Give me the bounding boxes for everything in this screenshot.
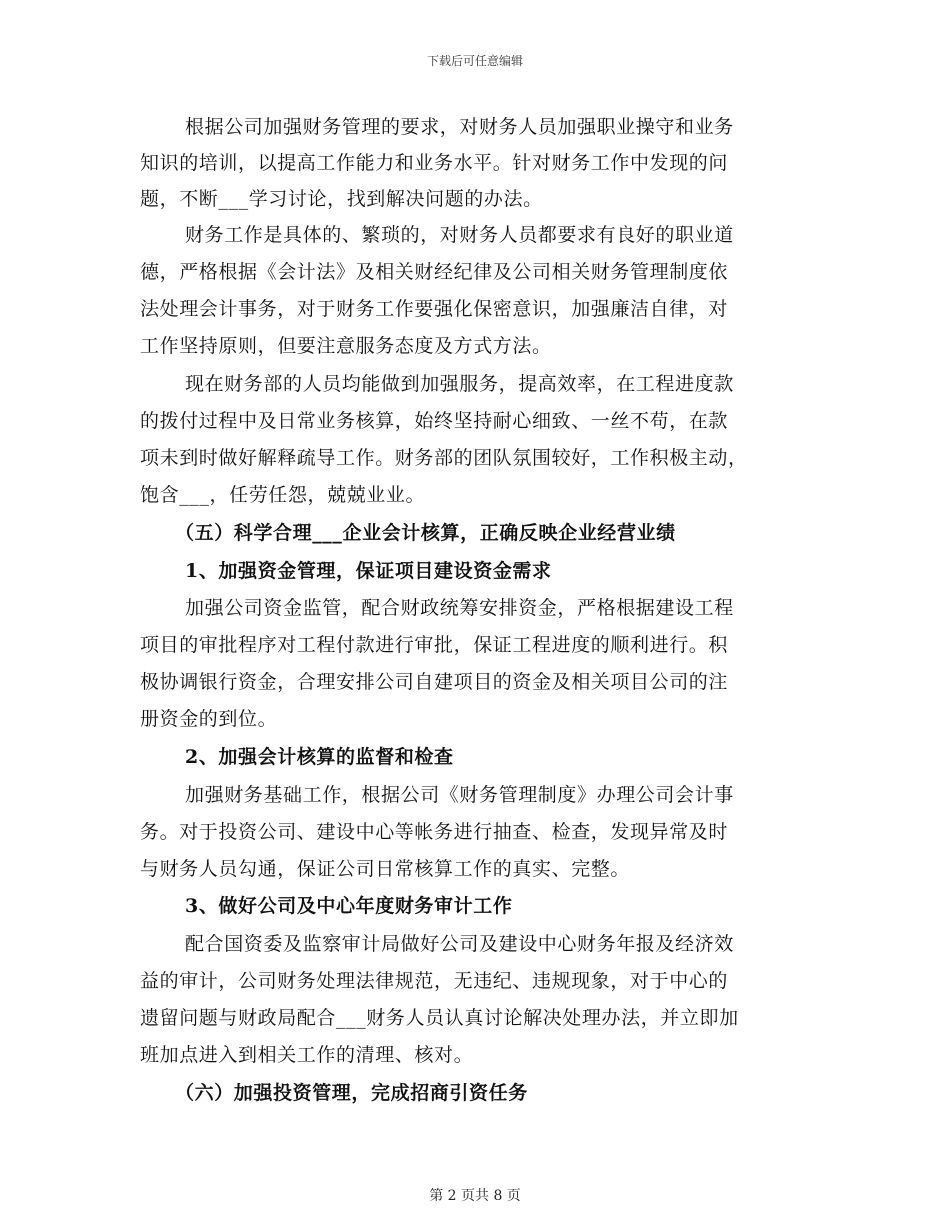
paragraph-line: 与财务人员勾通，保证公司日常核算工作的真实、完整。 xyxy=(140,858,631,880)
paragraph-line: 题，不断___学习讨论，找到解决问题的办法。 xyxy=(140,188,543,210)
paragraph-line: 知识的培训，以提高工作能力和业务水平。针对财务工作中发现的问 xyxy=(140,152,729,174)
paragraph-line: 班加点进入到相关工作的清理、核对。 xyxy=(140,1044,474,1066)
section-heading: （六）加强投资管理，完成招商引资任务 xyxy=(175,1082,528,1104)
paragraph-line: 极协调银行资金，合理安排公司自建项目的资金及相关项目公司的注 xyxy=(140,671,729,693)
subsection-heading: 1、加强资金管理，保证项目建设资金需求 xyxy=(185,560,552,582)
subsection-heading: 3、做好公司及中心年度财务审计工作 xyxy=(185,895,513,917)
paragraph-line: 工作坚持原则，但要注意服务态度及方式方法。 xyxy=(140,335,552,357)
paragraph-line: 项目的审批程序对工程付款进行审批，保证工程进度的顺利进行。积 xyxy=(140,634,729,656)
paragraph-line: 加强公司资金监管，配合财政统筹安排资金，严格根据建设工程 xyxy=(185,597,734,619)
paragraph-line: 益的审计，公司财务处理法律规范，无违纪、违规现象，对于中心的 xyxy=(140,970,729,992)
paragraph-line: 册资金的到位。 xyxy=(140,708,278,730)
paragraph-line: 务。对于投资公司、建设中心等帐务进行抽查、检查，发现异常及时 xyxy=(140,821,729,843)
paragraph-line: 项未到时做好解释疏导工作。财务部的团队氛围较好，工作积极主动， xyxy=(140,447,748,469)
paragraph-line: 加强财务基础工作，根据公司《财务管理制度》办理公司会计事 xyxy=(185,784,734,806)
paragraph-line: 现在财务部的人员均能做到加强服务，提高效率，在工程进度款 xyxy=(185,373,734,395)
paragraph-line: 饱含___，任劳任怨，兢兢业业。 xyxy=(140,484,426,506)
paragraph-line: 根据公司加强财务管理的要求，对财务人员加强职业操守和业务 xyxy=(185,116,734,138)
paragraph-line: 配合国资委及监察审计局做好公司及建设中心财务年报及经济效 xyxy=(185,933,734,955)
section-heading: （五）科学合理___企业会计核算，正确反映企业经营业绩 xyxy=(175,522,676,544)
paragraph-line: 财务工作是具体的、繁琐的，对财务人员都要求有良好的职业道 xyxy=(185,224,734,246)
paragraph-line: 法处理会计事务，对于财务工作要强化保密意识，加强廉洁自律，对 xyxy=(140,298,729,320)
paragraph-line: 遗留问题与财政局配合___财务人员认真讨论解决处理办法，并立即加 xyxy=(140,1007,739,1029)
paragraph-line: 的拨付过程中及日常业务核算，始终坚持耐心细致、一丝不苟，在款 xyxy=(140,410,729,432)
page-header: 下载后可任意编辑 xyxy=(426,54,523,68)
paragraph-line: 德，严格根据《会计法》及相关财经纪律及公司相关财务管理制度依 xyxy=(140,261,729,283)
page-footer: 第 2 页共 8 页 xyxy=(429,1188,521,1204)
subsection-heading: 2、加强会计核算的监督和检查 xyxy=(185,746,454,768)
